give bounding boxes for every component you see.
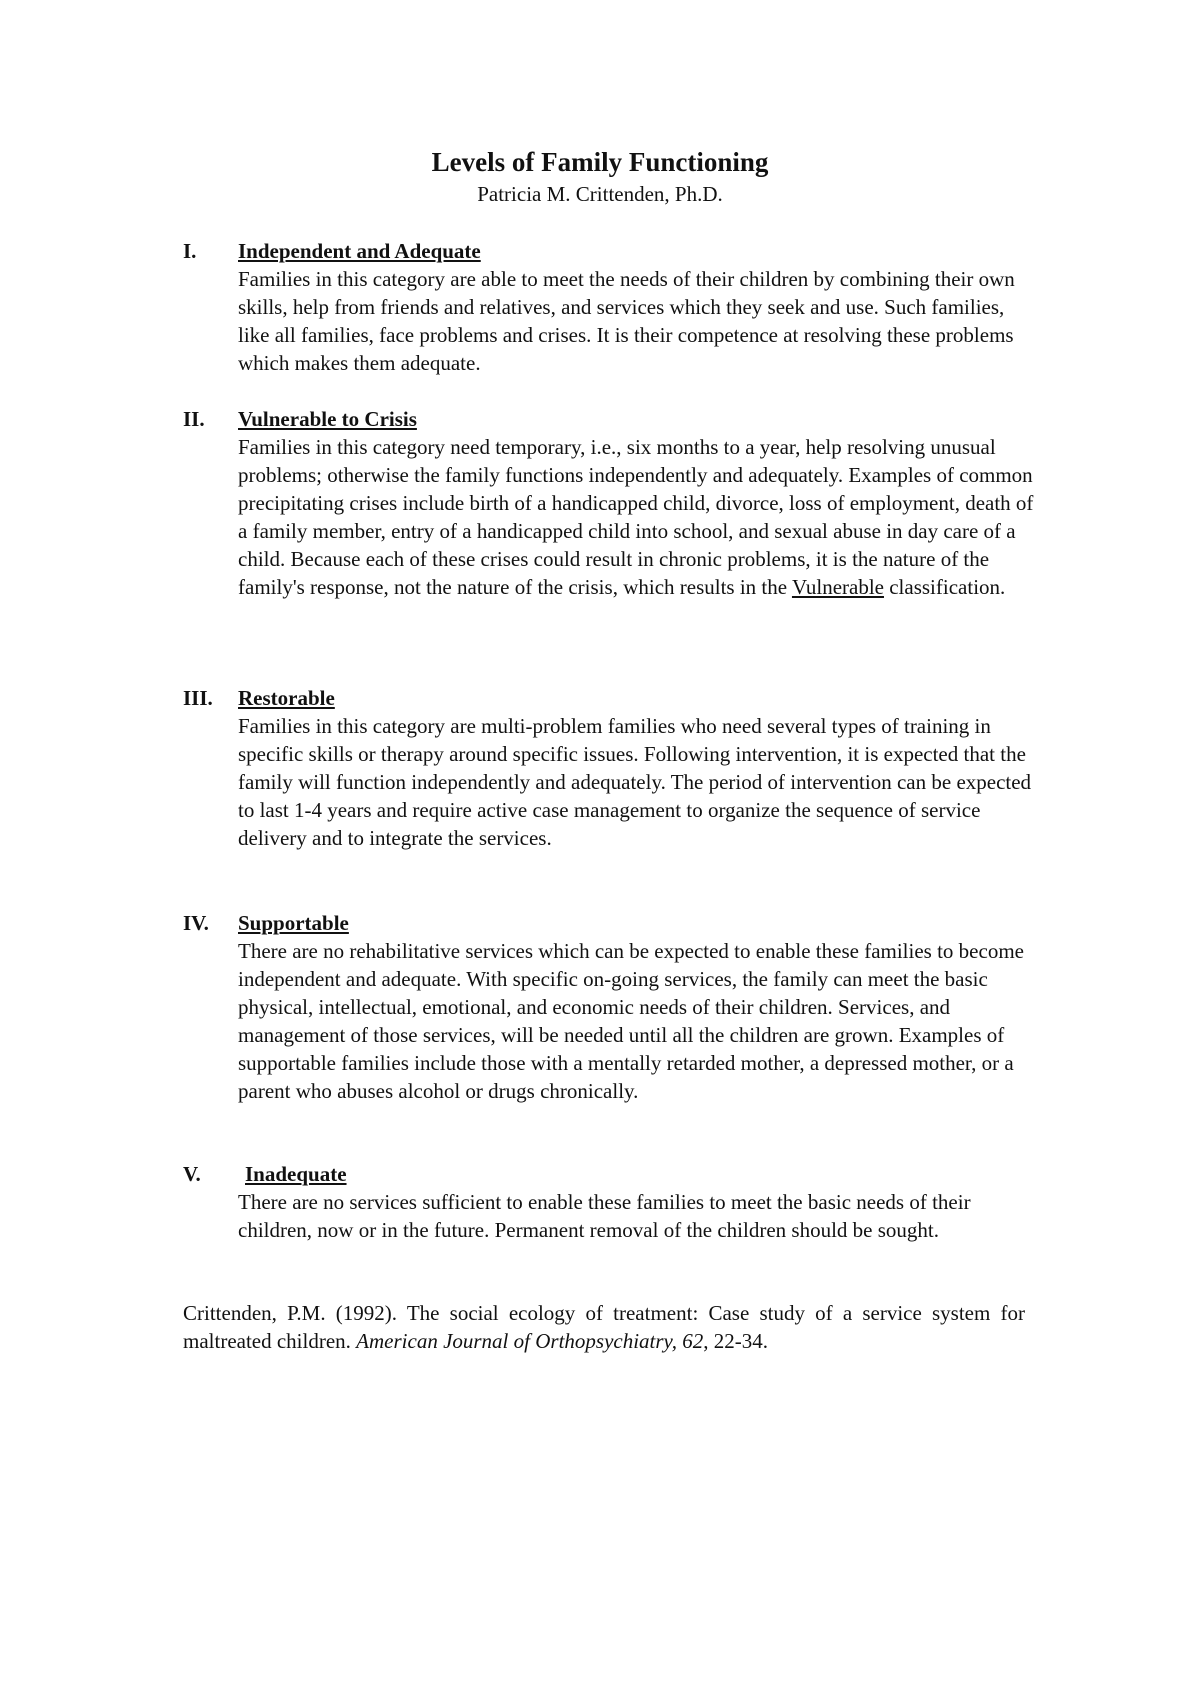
section-numeral: II. (183, 407, 205, 431)
section-body-text: Families in this category need temporary, i.e., six months to a year, help resolving unusual problems; otherwise the family functions independently and adequately. Examples of common precipitating crises include birth of a handicapped child, divorce, loss of employment, death of a family member, entry of a handicapped child into school, and sexual abuse in day care of a child. Because each of these crises could result in chronic problems, it is the nature of the family's response, not the nature of the crisis, which results in the (238, 435, 1034, 599)
document-title: Levels of Family Functioning (431, 147, 769, 177)
section-numeral: III. (183, 686, 213, 710)
section-heading: Inadequate (245, 1162, 347, 1186)
section-body-text-end: classification. (883, 575, 1006, 599)
section-body (238, 433, 1038, 601)
section-numeral: IV. (183, 911, 209, 935)
section-numeral: V. (183, 1162, 201, 1186)
section-numeral: I. (183, 239, 197, 263)
citation-journal: American Journal of Orthopsychiatry, 62 (356, 1329, 704, 1353)
section-body: There are no services sufficient to enable these families to meet the basic needs of their children, now or in the future. Permanent removal of the children should be sought. (238, 1190, 971, 1242)
citation-text: Crittenden, P.M. (1992). The social ecology of treatment: Case study of a service system for maltreated children. (183, 1301, 1025, 1353)
reference-citation (183, 1299, 1025, 1355)
section-body: There are no rehabilitative services which can be expected to enable these families to become independent and adequate. With specific on-going services, the family can meet the basic physical, intellectual, emotional, and economic needs of their children. Services, and management of those services, will be needed until all the children are grown. Examples of supportable families include those with a mentally retarded mother, a depressed mother, or a parent who abuses alcohol or drugs chronically. (238, 939, 1024, 1103)
section-heading: Supportable (238, 911, 349, 935)
document-author: Patricia M. Crittenden, Ph.D. (477, 182, 723, 206)
citation-pages: , 22-34. (703, 1329, 768, 1353)
section-body: Families in this category are multi-problem families who need several types of training in specific skills or therapy around specific issues. Following intervention, it is expected that the family will function independently and adequately. The period of intervention can be expected to last 1-4 years and require active case management to organize the sequence of service delivery and to integrate the services. (238, 714, 1032, 850)
section-heading: Restorable (238, 686, 335, 710)
section-body: Families in this category are able to meet the needs of their children by combining their own skills, help from friends and relatives, and services which they seek and use. Such families, like all families, face problems and crises. It is their competence at resolving these problems which makes them adequate. (238, 267, 1015, 375)
vulnerable-term: Vulnerable (791, 575, 884, 599)
section-heading: Independent and Adequate (238, 239, 481, 263)
section-heading: Vulnerable to Crisis (238, 407, 417, 431)
